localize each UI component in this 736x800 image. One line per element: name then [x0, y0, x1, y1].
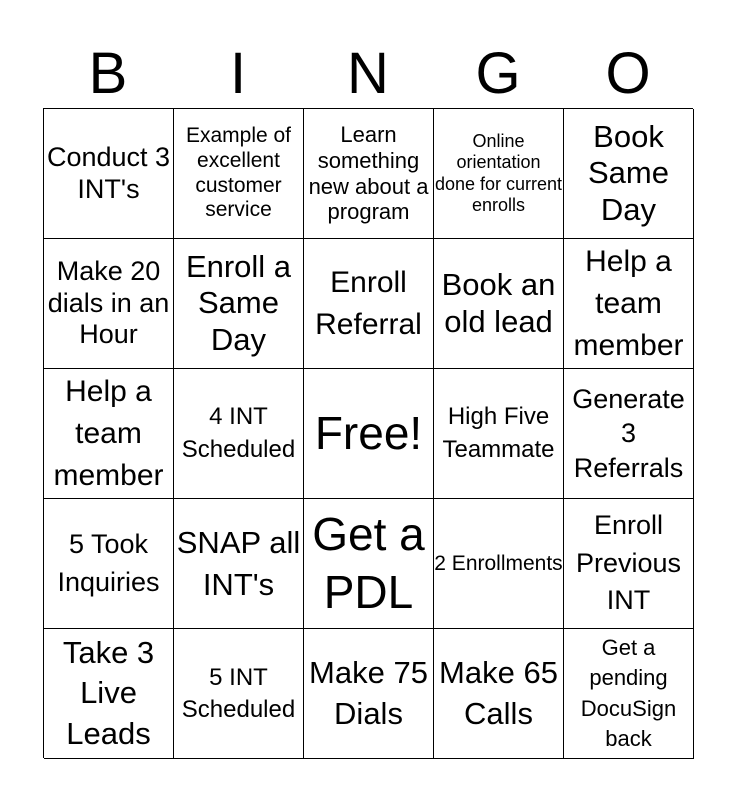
cell-text: Get a PDL — [312, 508, 425, 618]
cell-text: Online orientation done for current enrolls — [434, 131, 563, 215]
free-space-text: Free! — [314, 406, 423, 459]
bingo-cell[interactable] — [44, 629, 174, 759]
bingo-cell[interactable] — [174, 239, 304, 369]
cell-text: SNAP all INT's — [176, 524, 301, 602]
bingo-cell[interactable] — [564, 239, 694, 369]
cell-text: Take 3 Live Leads — [62, 635, 155, 751]
header-letter-o: O — [605, 41, 651, 106]
cell-text: 5 INT Scheduled — [181, 664, 296, 723]
bingo-cell[interactable] — [564, 629, 694, 759]
bingo-cell[interactable] — [44, 369, 174, 499]
bingo-cell[interactable] — [44, 109, 174, 239]
bingo-cell[interactable] — [174, 109, 304, 239]
cell-text: Help a team member — [53, 374, 164, 492]
bingo-header — [43, 40, 693, 108]
header-letter-b: B — [88, 41, 128, 106]
header-letter-g: G — [475, 41, 521, 106]
bingo-cell-free[interactable] — [304, 369, 434, 499]
bingo-cell[interactable] — [434, 499, 564, 629]
header-letter-n: N — [347, 41, 389, 106]
cell-text: High Five Teammate — [442, 403, 555, 463]
cell-text: Help a team member — [573, 244, 684, 362]
cell-text: Example of excellent customer service — [185, 124, 292, 222]
bingo-grid — [43, 108, 693, 758]
cell-text: Enroll Previous INT — [575, 509, 682, 616]
bingo-cell[interactable] — [304, 109, 434, 239]
cell-text: Learn something new about a program — [308, 122, 429, 225]
bingo-cell[interactable] — [174, 499, 304, 629]
bingo-cell[interactable] — [564, 369, 694, 499]
cell-text: 4 INT Scheduled — [181, 403, 296, 463]
cell-text: Make 65 Calls — [439, 655, 558, 731]
bingo-cell[interactable] — [434, 369, 564, 499]
cell-text: Get a pending DocuSign back — [580, 634, 677, 751]
bingo-cell[interactable] — [304, 629, 434, 759]
bingo-cell[interactable] — [44, 239, 174, 369]
cell-text: Generate 3 Referrals — [572, 383, 685, 483]
cell-text: Make 75 Dials — [309, 655, 428, 731]
bingo-cell[interactable] — [44, 499, 174, 629]
bingo-cell[interactable] — [174, 369, 304, 499]
bingo-cell[interactable] — [434, 629, 564, 759]
bingo-cell[interactable] — [564, 109, 694, 239]
bingo-cell[interactable] — [434, 239, 564, 369]
cell-text: Enroll a Same Day — [185, 249, 292, 357]
cell-text: Enroll Referral — [315, 265, 422, 341]
bingo-cell[interactable] — [304, 499, 434, 629]
bingo-cell[interactable] — [564, 499, 694, 629]
cell-text: Book an old lead — [441, 267, 556, 339]
cell-text: Make 20 dials in an Hour — [47, 256, 170, 350]
bingo-cell[interactable] — [434, 109, 564, 239]
bingo-cell[interactable] — [174, 629, 304, 759]
cell-text: 2 Enrollments — [434, 551, 563, 575]
cell-text: 5 Took Inquiries — [57, 528, 160, 597]
header-letter-i: I — [229, 41, 247, 106]
bingo-cell[interactable] — [304, 239, 434, 369]
cell-text: Book Same Day — [588, 119, 669, 227]
cell-text: Conduct 3 INT's — [46, 141, 171, 204]
